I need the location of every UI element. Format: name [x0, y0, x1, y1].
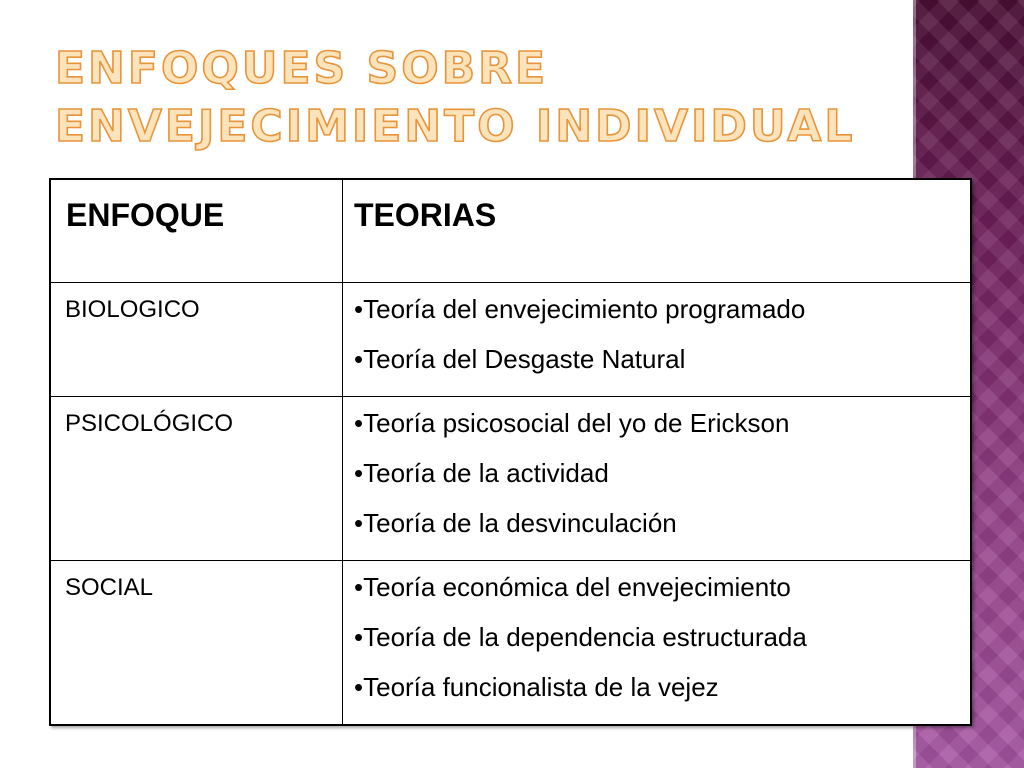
- table-header-row: [50, 179, 971, 282]
- slide-title: ENFOQUES SOBRE ENVEJECIMIENTO INDIVIDUAL: [55, 43, 856, 152]
- theory-item: •Teoría de la actividad: [354, 457, 609, 488]
- theory-item: •Teoría del Desgaste Natural: [354, 343, 686, 374]
- theory-item: •Teoría de la desvinculación: [354, 507, 677, 538]
- theory-item: •Teoría de la dependencia estructurada: [354, 621, 807, 652]
- enfoque-cell: SOCIAL: [50, 560, 343, 725]
- teorias-cell: [343, 560, 972, 725]
- header-enfoque: ENFOQUE: [50, 179, 343, 282]
- theory-item: •Teoría funcionalista de la vejez: [354, 671, 719, 702]
- theories-table: [49, 178, 972, 726]
- teorias-cell: [343, 282, 972, 396]
- theory-item: •Teoría económica del envejecimiento: [354, 571, 791, 602]
- theory-item: •Teoría del envejecimiento programado: [354, 293, 806, 324]
- teorias-cell: [343, 396, 972, 560]
- theory-item: •Teoría psicosocial del yo de Erickson: [354, 407, 790, 438]
- enfoque-cell: PSICOLÓGICO: [50, 396, 343, 560]
- enfoque-cell: BIOLOGICO: [50, 282, 343, 396]
- table-row: [50, 396, 971, 560]
- table-row: [50, 282, 971, 396]
- table-row: [50, 560, 971, 725]
- header-teorias: TEORIAS: [343, 179, 972, 282]
